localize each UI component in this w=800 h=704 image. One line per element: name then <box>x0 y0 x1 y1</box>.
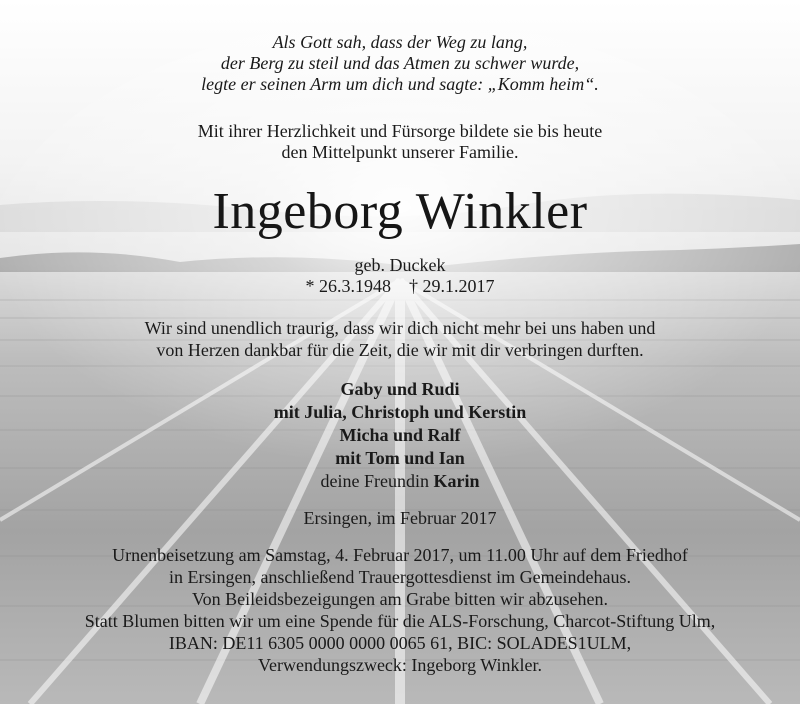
poem-line-3: legte er seinen Arm um dich und sagte: „Komm heim“. <box>201 74 599 94</box>
poem-line-1: Als Gott sah, dass der Weg zu lang, <box>272 32 528 52</box>
message-line-1: Wir sind unendlich traurig, dass wir dich nicht mehr bei uns haben und <box>144 318 656 338</box>
friend-prefix: deine Freundin <box>320 471 434 491</box>
notice-line-2: in Ersingen, anschließend Trauergottesdienst im Gemeindehaus. <box>168 567 632 587</box>
intro-line-1: Mit ihrer Herzlichkeit und Fürsorge bildete sie bis heute <box>197 121 603 141</box>
family-line-1: Gaby und Rudi <box>340 379 460 399</box>
poem-line-2: der Berg zu steil und das Atmen zu schwer wurde, <box>220 53 580 73</box>
family-line-3: Micha und Ralf <box>339 425 461 445</box>
notice-line-4: Statt Blumen bitten wir um eine Spende für die ALS-Forschung, Charcot-Stiftung Ulm, <box>84 611 716 631</box>
life-dates <box>0 276 800 297</box>
friend-line <box>0 470 800 492</box>
birth-date: * 26.3.1948 <box>305 276 391 296</box>
notice-line-3: Von Beileidsbezeigungen am Grabe bitten wir abzusehen. <box>191 589 609 609</box>
message-line-2: von Herzen dankbar für die Zeit, die wir mit dir verbringen durften. <box>156 340 644 360</box>
birth-name: geb. Duckek <box>354 255 446 275</box>
family-line-4: mit Tom und Ian <box>335 448 465 468</box>
friend-name: Karin <box>433 471 480 491</box>
notice-line-6: Verwendungszweck: Ingeborg Winkler. <box>257 655 543 675</box>
notice-line-5: IBAN: DE11 6305 0000 0000 0065 61, BIC: SOLADES1ULM, <box>168 633 632 653</box>
notice-line-1: Urnenbeisetzung am Samstag, 4. Februar 2017, um 11.00 Uhr auf dem Friedhof <box>112 545 688 565</box>
intro-line-2: den Mittelpunkt unserer Familie. <box>281 142 519 162</box>
family-line-2: mit Julia, Christoph und Kerstin <box>273 402 527 422</box>
deceased-name: Ingeborg Winkler <box>212 183 588 240</box>
place-date: Ersingen, im Februar 2017 <box>303 508 497 528</box>
death-date: † 29.1.2017 <box>409 276 495 296</box>
